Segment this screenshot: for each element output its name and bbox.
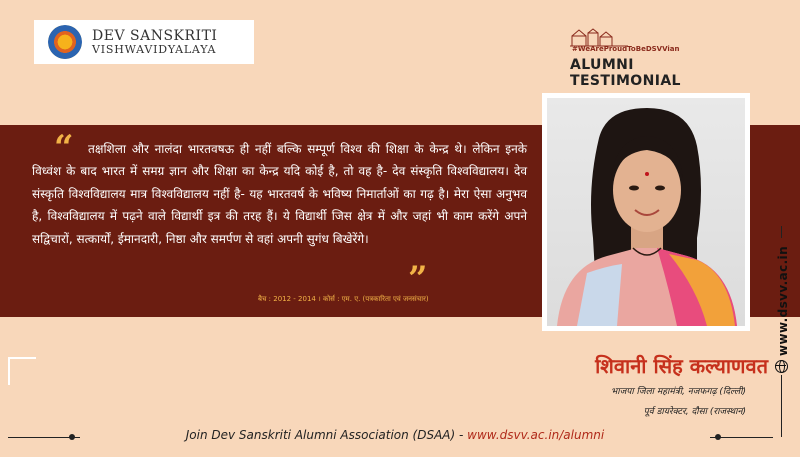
alumni-header	[570, 28, 740, 89]
hashtag: #WeAreProudToBeDSVVian	[572, 45, 680, 53]
alumni-photo	[547, 98, 745, 326]
globe-icon	[775, 360, 788, 373]
footer-label: Join Dev Sanskriti Alumni Association (DSAA) -	[185, 428, 468, 442]
logo-card	[34, 20, 254, 64]
footer-dot-right	[715, 434, 721, 440]
side-website-link[interactable]: www.dsvv.ac.in	[776, 245, 790, 357]
photo-frame	[542, 93, 750, 331]
corner-bracket	[8, 357, 36, 385]
alumni-role-former: पूर्व डायरेक्टर, दौसा (राजस्थान)	[643, 407, 746, 417]
logo-text	[92, 28, 217, 57]
portrait-illustration	[547, 98, 745, 326]
batch-course-line: बैच : 2012 - 2014 । कोर्स : एम. ए. (पत्रकारिता एवं जनसंचार)	[258, 295, 429, 303]
alumni-testimonial-title: ALUMNI TESTIMONIAL	[570, 57, 681, 89]
footer-join-text	[80, 428, 710, 442]
quote-close-mark: ”	[408, 259, 428, 299]
testimonial-quote	[32, 138, 527, 250]
footer-alumni-link[interactable]: www.dsvv.ac.in/alumni	[467, 428, 605, 442]
logo-line2: VISHWAVIDYALAYA	[92, 42, 217, 56]
logo-line1: DEV SANSKRITI	[92, 27, 218, 44]
side-website	[774, 226, 792, 376]
side-rule-bottom	[781, 375, 782, 437]
alumni-role-current: भाजपा जिला महामंत्री, नजफगढ़ (दिल्ली)	[610, 387, 746, 397]
university-emblem-icon	[48, 25, 82, 59]
alumni-name: शिवानी सिंह कल्याणवत	[595, 354, 768, 378]
quote-open-mark: “	[54, 128, 74, 168]
testimonial-quote-text: तक्षशिला और नालंदा भारतवषऊ ही नहीं बल्कि सम्पूर्ण विश्व की शिक्षा के केन्द्र थे। लेकिन इनके विध्वंश के बाद भारत में समग्र ज्ञान और शिक्षा का केन्द्र यदि कोई है, तो वह है- देव संस्कृति विश्वविद्यालय। देव संस्कृति विश्वविद्यालय मात्र विश्वविद्यालय नहीं है- यह भारतवर्ष के भविष्य निमार्ताओं का गढ़ है। मेरा ऐसा अनुभव है, विश्वविद्यालय में पढ़ने वाले विद्यार्थी इत्र की तरह हैं। ये विद्यार्थी जिस क्षेत्र में और जहां भी काम करेंगे अपने सद्विचारों, सत्कार्यों, ईमानदारी, निष्ठा और समर्पण से वहां अपनी सुगंध बिखेरेंगे।	[32, 142, 527, 246]
footer-dot-left	[69, 434, 75, 440]
